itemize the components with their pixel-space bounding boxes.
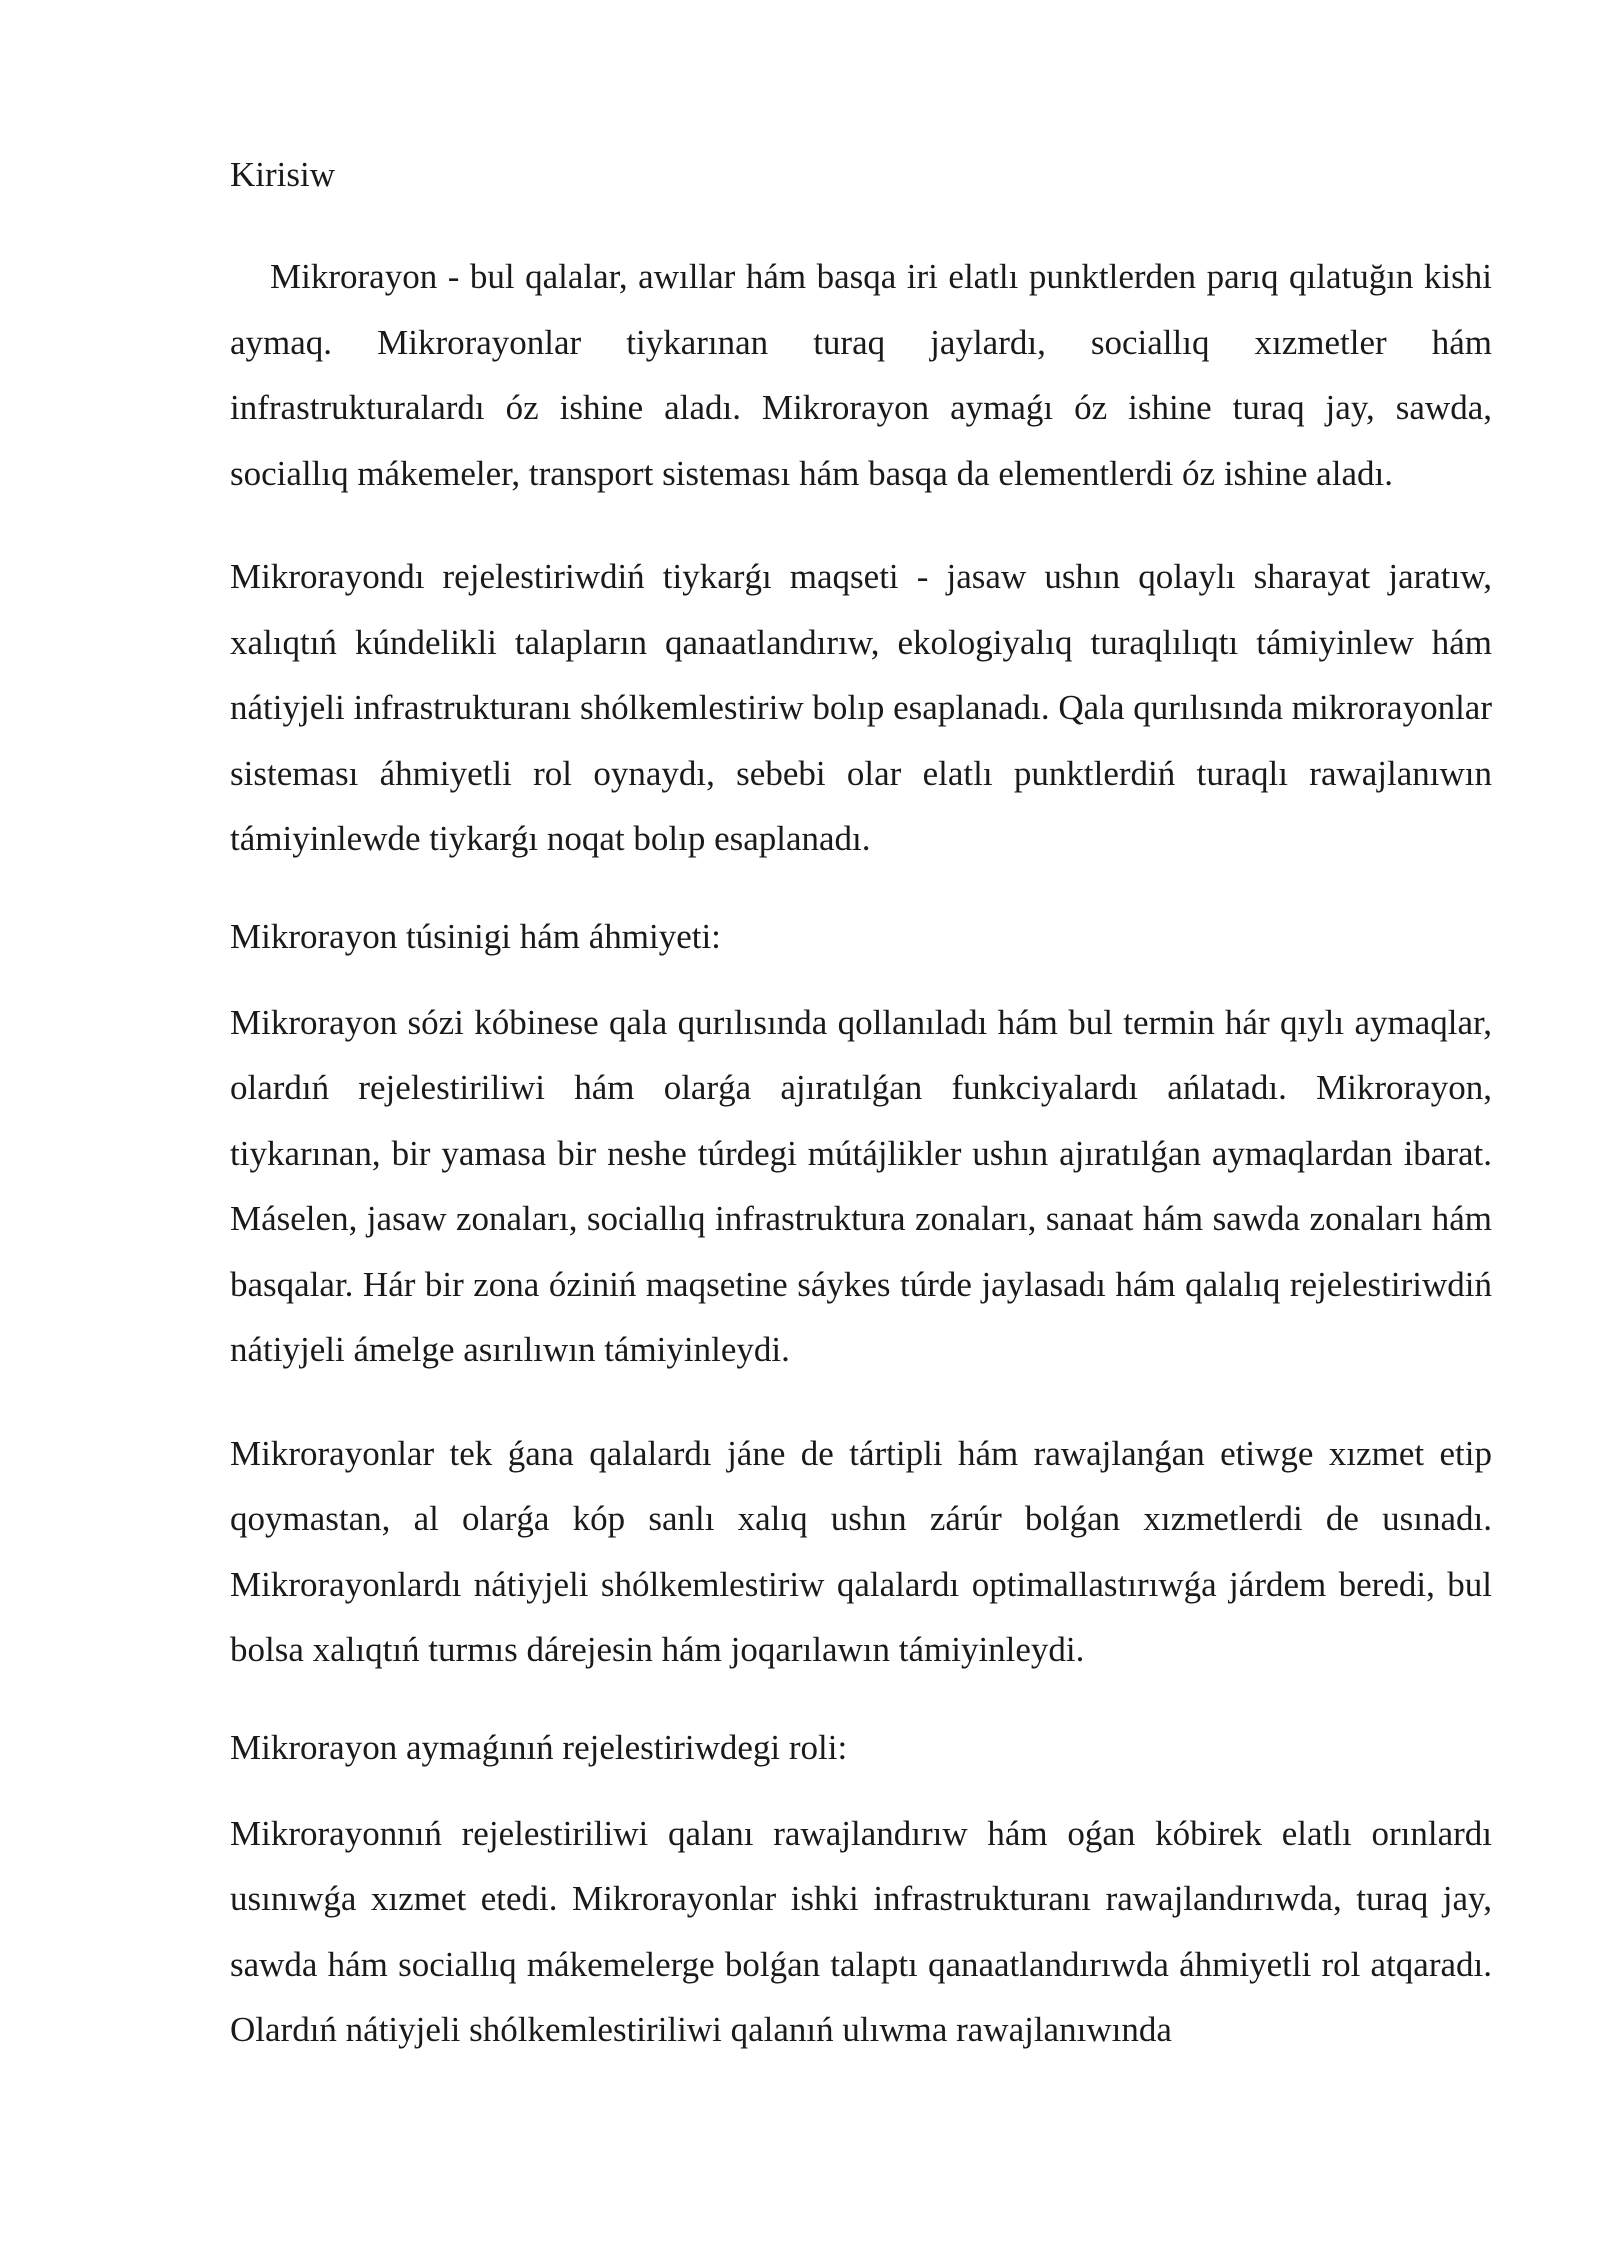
document-page (230, 148, 1492, 2101)
section1-paragraph-1: Mikrorayon sózi kóbinese qala qurılısında qollanıladı hám bul termin hár qıylı aymaqlar, olardıń rejelestiriliwi hám olarǵa ajıratılǵan funkciyalardı ańlatadı. Mikrorayon, tiykarınan, bir yamasa bir neshe túrdegi mútájlikler ushın ajıratılǵan aymaqlardan ibarat. Máselen, jasaw zonaları, sociallıq infrastruktura zonaları, sanaat hám sawda zonaları hám basqalar. Hár bir zona óziniń maqsetine sáykes túrde jaylasadı hám qalalıq rejelestiriwdiń nátiyjeli ámelge asırılıwın támiyinleydi. (230, 1002, 1492, 1369)
intro-paragraph-2: Mikrorayondı rejelestiriwdiń tiykarǵı maqseti - jasaw ushın qolaylı sharayat jaratıw, xalıqtıń kúndelikli talapların qanaatlandırıw, ekologiyalıq turaqlılıqtı támiyinlew hám nátiyjeli infrastrukturanı shólkemlestiriw bolıp esaplanadı. Qala qurılısında mikrorayonlar sisteması áhmiyetli rol oynaydı, sebebi olar elatlı punktlerdiń turaqlı rawajlanıwın támiyinlewde tiykarǵı noqat bolıp esaplanadı. (230, 557, 1492, 858)
section2-paragraph-1: Mikrorayonnıń rejelestiriliwi qalanı rawajlandırıw hám oǵan kóbirek elatlı orınlardı usınıwǵa xızmet etedi. Mikrorayonlar ishki infrastrukturanı rawajlandırıwda, turaq jay, sawda hám sociallıq mákemelerge bolǵan talaptı qanaatlandırıwda áhmiyetli rol atqaradı. Olardıń nátiyjeli shólkemlestiriliwi qalanıń ulıwma rawajlanıwında (230, 1813, 1492, 2049)
intro-paragraph-1: Mikrorayon - bul qalalar, awıllar hám basqa iri elatlı punktlerden parıq qılatuğın kishi aymaq. Mikrorayonlar tiykarınan turaq jaylardı, sociallıq xızmetler hám infrastrukturalardı óz ishine aladı. Mikrorayon aymaǵı óz ishine turaq jay, sawda, sociallıq mákemeler, transport sisteması hám basqa da elementlerdi óz ishine aladı. (230, 257, 1492, 493)
section-heading-role: Mikrorayon aymaǵınıń rejelestiriwdegi roli: (230, 1727, 848, 1767)
section1-paragraph-2: Mikrorayonlar tek ǵana qalalardı jáne de tártipli hám rawajlanǵan etiwge xızmet etip qoymastan, al olarǵa kóp sanlı xalıq ushın zárúr bolǵan xızmetlerdi de usınadı. Mikrorayonlardı nátiyjeli shólkemlestiriw qalalardı optimallastırıwǵa járdem beredi, bul bolsa xalıqtıń turmıs dárejesin hám joqarılawın támiyinleydi. (230, 1433, 1492, 1669)
section-heading-concept: Mikrorayon túsinigi hám áhmiyeti: (230, 916, 721, 956)
document-title: Kirisiw (230, 155, 335, 194)
